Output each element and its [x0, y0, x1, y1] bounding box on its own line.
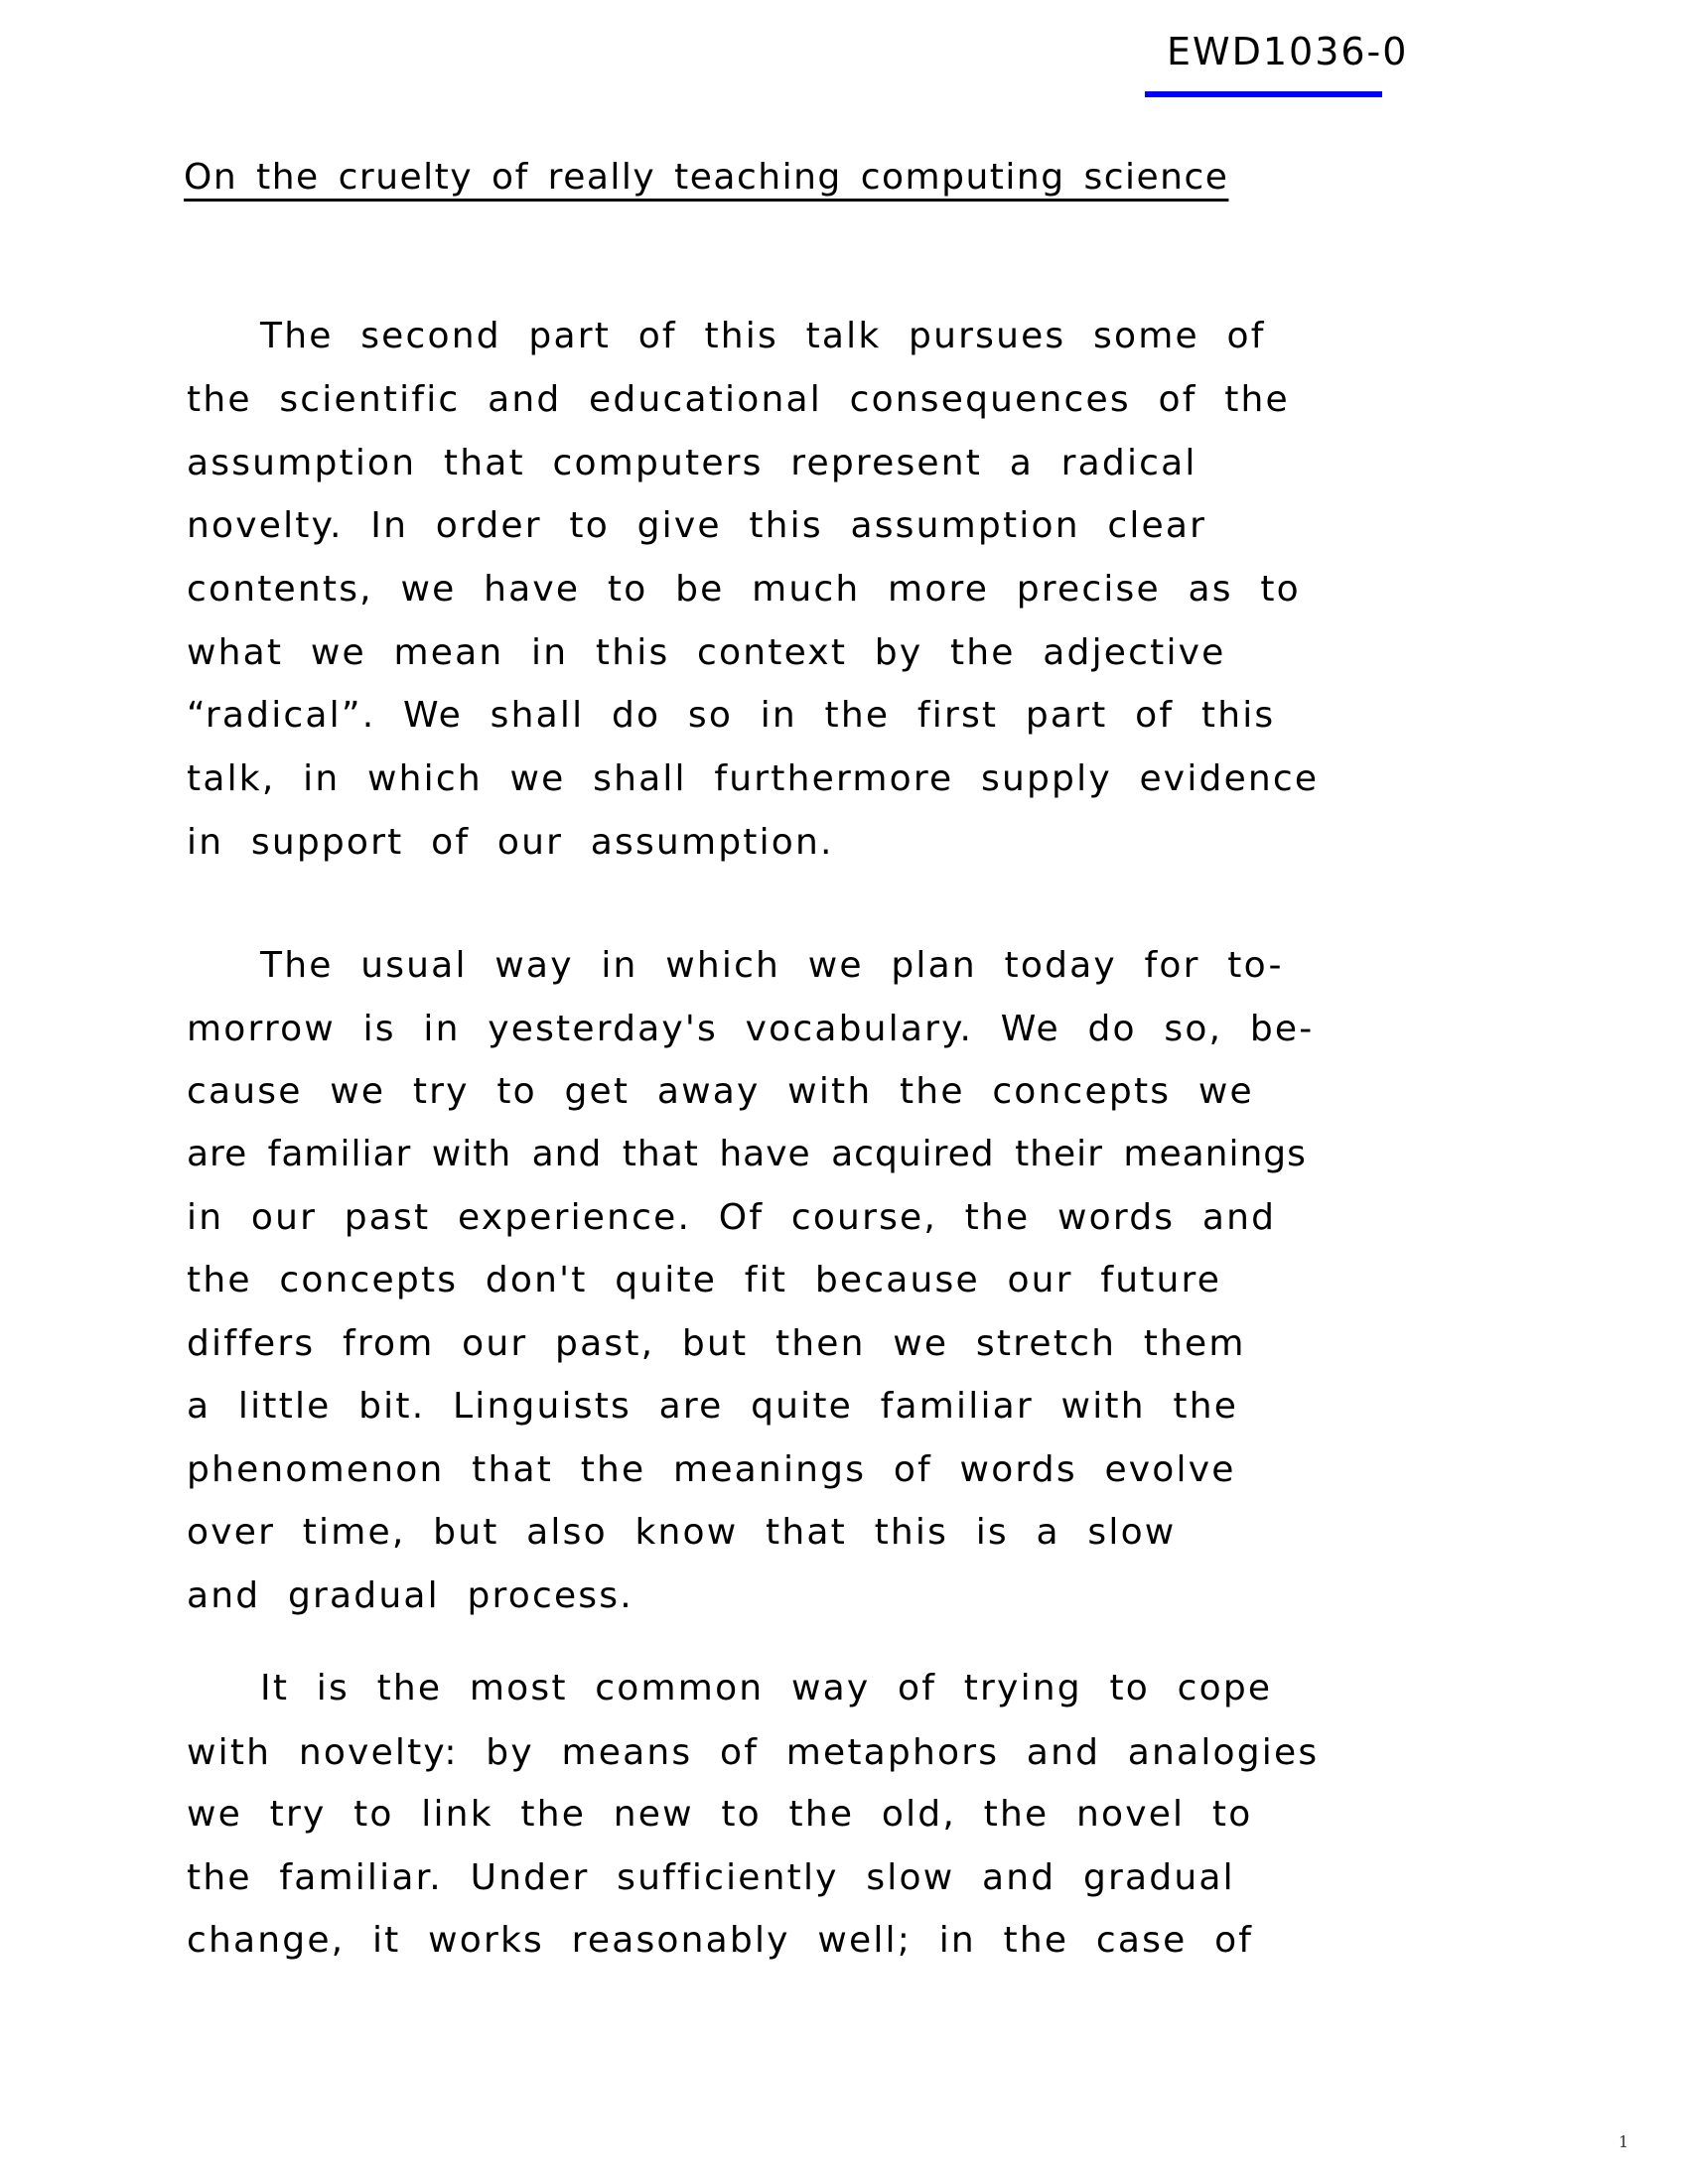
text-line: with novelty: by means of metaphors and analogies — [187, 1732, 1320, 1773]
text-line: a little bit. Linguists are quite familiar with the — [187, 1386, 1239, 1427]
text-line: novelty. In order to give this assumption clear — [187, 505, 1207, 546]
text-line: change, it works reasonably well; in the case of — [187, 1920, 1254, 1961]
text-line: phenomenon that the meanings of words evolve — [187, 1449, 1236, 1490]
text-line: we try to link the new to the old, the novel to — [187, 1794, 1253, 1835]
text-line: assumption that computers represent a radical — [187, 443, 1197, 483]
page-number: 1 — [1618, 2132, 1629, 2151]
document-title: On the cruelty of really teaching computing science — [184, 157, 1229, 198]
text-line: are familiar with and that have acquired their meanings — [187, 1134, 1307, 1174]
header-underline-bar — [1145, 91, 1382, 97]
text-line: over time, but also know that this is a slow — [187, 1512, 1177, 1553]
text-line: the scientific and educational consequences of the — [187, 379, 1290, 420]
text-line: and gradual process. — [187, 1575, 633, 1616]
text-line: in our past experience. Of course, the words and — [187, 1197, 1277, 1238]
text-line: in support of our assumption. — [187, 822, 834, 863]
text-line: The usual way in which we plan today for to- — [260, 945, 1284, 986]
text-line: the familiar. Under sufficiently slow and gradual — [187, 1857, 1235, 1898]
text-line: cause we try to get away with the concepts we — [187, 1071, 1254, 1112]
text-line: The second part of this talk pursues some of — [260, 316, 1266, 356]
text-line: contents, we have to be much more precise as to — [187, 569, 1301, 610]
text-line: the concepts don't quite fit because our future — [187, 1260, 1222, 1300]
text-line: “radical”. We shall do so in the first part of this — [187, 695, 1276, 736]
text-line: talk, in which we shall furthermore supply evidence — [187, 758, 1320, 799]
document-id: EWD1036-0 — [1167, 30, 1409, 73]
text-line: It is the most common way of trying to cope — [260, 1668, 1273, 1708]
text-line: what we mean in this context by the adjective — [187, 632, 1226, 673]
text-line: morrow is in yesterday's vocabulary. We do so, be- — [187, 1009, 1315, 1049]
text-line: differs from our past, but then we stretch them — [187, 1323, 1246, 1364]
